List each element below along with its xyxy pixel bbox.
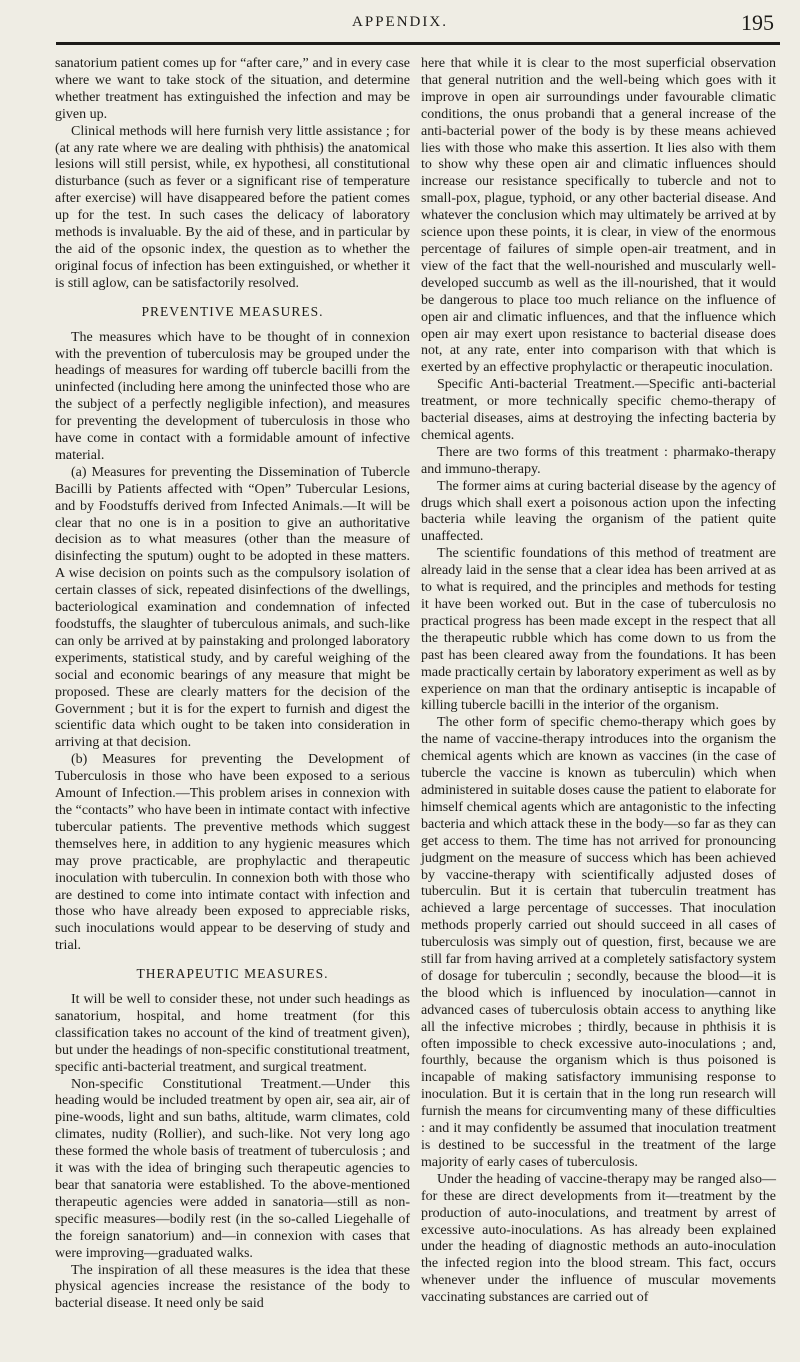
section-heading-preventive: PREVENTIVE MEASURES.	[141, 303, 324, 319]
left-column	[55, 56, 410, 1313]
paragraph: Clinical methods will here furnish very little assistance ; for (at any rate where we are dealing with phthisis) the anatomical lesions will still persist, while, ex hypothesi, all constitutional disturbance (such as fever or a significant rise of temperature after exercise) will have disappeared before the patient comes up for the test. In such cases the delicacy of laboratory methods is invaluable. By the aid of these, and in particular by the aid of the opsonic index, the question as to whether the original focus of infection has been extinguished, or whether it is still aglow, can be satisfactorily resolved.	[55, 123, 410, 291]
paragraph: It will be well to consider these, not under such headings as sanatorium, hospital, and home treatment (for this classification takes no account of the kind of treatment given), but under the headings of non-specific constitutional treatment, specific anti-bacterial treatment, and surgical treatment.	[55, 992, 410, 1075]
paragraph: Under the heading of vaccine-therapy may be ranged also—for these are direct developments from it—treatment by the production of auto-inoculations, and treatment by arrest of excessive auto-inoculations. As has already been explained under the heading of diagnostic methods an auto-inoculation the infected region into the blood stream. This fact, occurs whenever under the influence of muscular movements vaccinating substances are carried out of	[421, 1171, 776, 1306]
paragraph: The measures which have to be thought of in connexion with the prevention of tuberculosis may be grouped under the headings of measures for warding off tubercle bacilli from the uninfected (including here among the uninfected those who are the subject of a perfectly negligible infection), and measures for preventing the development of tuberculosis in those who have come in contact with a formidable amount of infective material.	[55, 329, 410, 463]
paragraph: (a) Measures for preventing the Dissemination of Tubercle Bacilli by Patients affected with “Open” Tubercular Lesions, and by Foodstuffs derived from Infected Animals.—It will be clear that no one is in a position to give an authoritative decision as to what measures (other than the measure of disinfecting the sputum) ought to be adopted in these matters. A wise decision on points such as the compulsory isolation of certain classes of sick, repeated disinfections of the dwellings, bacteriological examination and condemnation of infected foodstuffs, the slaughter of tuberculous animals, and such-like can only be arrived at by painstaking and prolonged laboratory experiments, statistical study, and by careful weighing of the social and economic bearings of any measure that might be proposed. These are clearly matters for the decision of the Government ; but it is for the expert to furnish and digest the scientific data which ought to be taken into consideration in arriving at that decision.	[55, 464, 410, 751]
paragraph: here that while it is clear to the most superficial observation that general nutrition and the well-being which goes with it improve in open air surroundings under favourable climatic conditions, the onus probandi that a general increase of the anti-bacterial power of the body is by these means achieved lies with those who make this assertion. It lies also with them to show why these open air and climatic influences should increase our resistance specifically to tubercle and not to small-pox, plague, typhoid, or any other bacterial disease. And whatever the conclusion which may ultimately be arrived at by science upon these points, it is clear, in view of the enormous percentage of failures of simple open-air treatment, and in view of the fact that the well-nourished and muscularly well-developed succumb as well as the ill-nourished, that it would be dangerous to place too much reliance on the influence of open air and climatic influences, and that the influence which open air may exert upon resistance to bacterial disease does not, at any rate, enter into comparison with that which is exerted by an effective prophylactic or therapeutic inoculation.	[421, 56, 776, 376]
page-header	[0, 10, 800, 40]
page-number: 195	[741, 10, 774, 35]
section-heading-therapeutic: THERAPEUTIC MEASURES.	[136, 966, 329, 982]
paragraph: There are two forms of this treatment : pharmako-therapy and immuno-therapy.	[421, 444, 776, 477]
paragraph: sanatorium patient comes up for “after care,” and in every case where we want to take stock of the situation, and determine whether treatment has extinguished the infection and may be given up.	[55, 56, 410, 122]
right-column	[421, 56, 776, 1307]
paragraph: The inspiration of all these measures is the idea that these physical agencies increase the resistance of the body to bacterial disease. It need only be said	[55, 1262, 410, 1312]
running-head: APPENDIX.	[352, 14, 448, 30]
paragraph: The other form of specific chemo-therapy which goes by the name of vaccine-therapy introduces into the organism the chemical agents which are known as vaccines (in the case of tubercle the vaccine is known as tuberculin) which when administered in suitable doses cause the patient to elaborate for himself chemical agents which are antagonistic to the infecting bacteria and which attack these in the body—so far as they can get access to them. The time has not arrived for pronouncing judgment on the measure of success which has been achieved by vaccine-therapy with scientifically adjusted doses of tuberculin. But it is certain that tuberculin treatment has achieved a large percentage of successes. That inoculation methods properly carried out should succeed in all cases of tuberculosis was simply out of question, first, because we are still far from having arrived at a completely satisfactory system of dosage for tuberculin ; secondly, because the blood—it is the blood which is influenced by inoculation—cannot in advanced cases of tuberculosis obtain access to anything like all the infective microbes ; thirdly, because in phthisis it is often impossible to check excessive auto-inoculations ; and, fourthly, because the organism which is thus poisoned is incapable of making satisfactory immunising response to inoculation. But it is certain that in the long run research will furnish the means for circumventing many of these difficulties : and it may confidently be assumed that inoculation treatment is destined to be successful in the treatment of the large majority of early cases of tuberculosis.	[421, 715, 776, 1170]
header-rule	[56, 42, 780, 45]
paragraph: Non-specific Constitutional Treatment.—Under this heading would be included treatment by open air, sea air, air of pine-woods, light and sun baths, altitude, warm climates, cold climates, nudity (Rollier), and such-like. Not very long ago these formed the whole basis of treatment of tuberculosis ; and it was with the idea of bringing such therapeutic agencies to bear that sanatoria were established. To the above-mentioned therapeutic agencies were added in sanatoria—still as non-specific measures—bodily rest (in the so-called Liegehalle of the foreign sanatorium) and—in connexion with cases that were improving—graduated walks.	[55, 1076, 410, 1261]
paragraph: Specific Anti-bacterial Treatment.—Specific anti-bacterial treatment, or more technically specific chemo-therapy of bacterial diseases, aims at destroying the infecting bacteria by chemical agents.	[421, 377, 776, 443]
paragraph: The scientific foundations of this method of treatment are already laid in the sense that a clear idea has been arrived at as to what is required, and the principles and methods for testing it have been worked out. But in the case of tuberculosis no practical progress has been made except in the respect that all the therapeutic rubble which has come down to us from the past has been cleared away from the foundations. It has been made practically certain by laboratory experiment as well as by experience on man that the ordinary antiseptic is incapable of killing tubercle bacilli in the interior of the organism.	[421, 546, 776, 714]
paragraph: (b) Measures for preventing the Development of Tuberculosis in those who have been exposed to a serious Amount of Infection.—This problem arises in connexion with the “contacts” who have been in intimate contact with infective tubercular patients. The preventive methods which suggest themselves here, in addition to any hygienic measures which may prove practicable, are prophylactic and therapeutic inoculation with tuberculin. In connexion both with those who are destined to come into intimate contact with infection and those who have already been exposed to appreciable risks, such inoculations would appear to be deserving of study and trial.	[55, 752, 410, 954]
paragraph: The former aims at curing bacterial disease by the agency of drugs which shall exert a poisonous action upon the infecting bacteria while leaving the organism of the patient quite unaffected.	[421, 478, 776, 545]
